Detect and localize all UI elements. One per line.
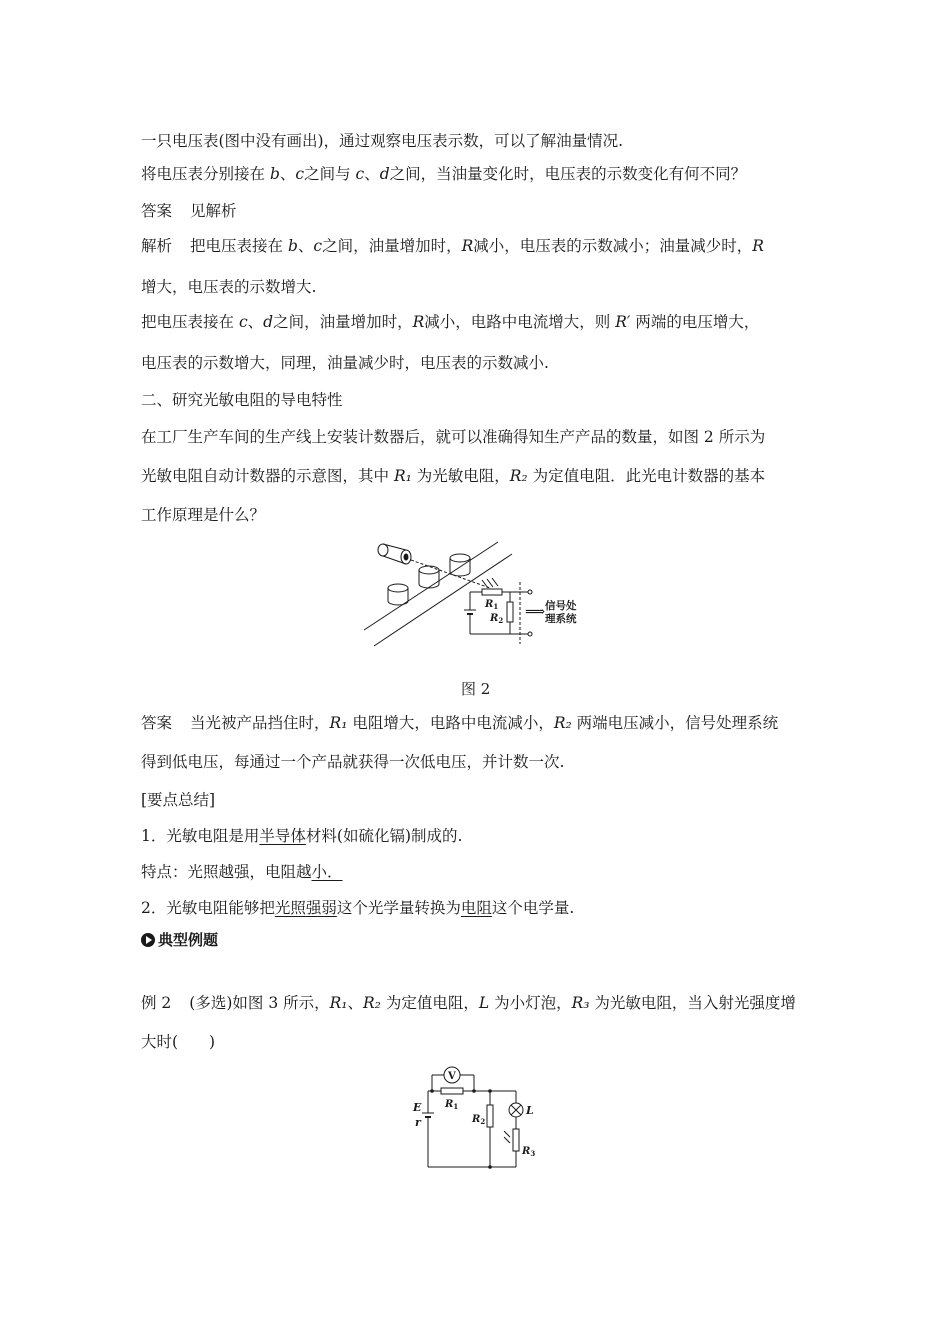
summary-item: 特点：光照越强，电阻越小．	[141, 863, 343, 881]
voltmeter-label: V	[448, 1071, 456, 1082]
r1-label: $R_1$	[485, 599, 499, 611]
emf-label: E	[413, 1101, 422, 1114]
r2-label: $R_2$	[472, 1114, 486, 1126]
text-line: 在工厂生产车间的生产线上安装计数器后，就可以准确得知生产产品的数量，如图 2 所示为	[141, 428, 766, 446]
figure-caption: 图 2	[461, 680, 491, 698]
r1-label: $R_1$	[445, 1099, 459, 1111]
summary-item: 2．光敏电阻能够把光照强弱这个光学量转换为电阻这个电学量.	[141, 899, 575, 917]
lamp-label: L	[526, 1104, 534, 1117]
summary-title: [要点总结]	[141, 791, 216, 809]
text-line: 得到低电压，每通过一个产品就获得一次低电压，并计数一次.	[141, 753, 565, 771]
counter-diagram	[362, 538, 592, 648]
r3-label: $R_3$	[522, 1146, 536, 1158]
text-line: 工作原理是什么？	[141, 506, 266, 524]
play-icon	[141, 933, 155, 947]
text-line: 一只电压表(图中没有画出)，通过观察电压表示数，可以了解油量情况.	[141, 132, 624, 150]
section-heading: 二、研究光敏电阻的导电特性	[141, 391, 343, 409]
question-line: 将电压表分别接在 b、c之间与 c、d之间，当油量变化时，电压表的示数变化有何不同？	[141, 165, 747, 183]
internal-resistance-label: r	[415, 1116, 421, 1129]
signal-label-1: 信号处	[545, 600, 577, 612]
answer-line: 答案 当光被产品挡住时，R₁ 电阻增大，电路中电流减小，R₂ 两端电压减小，信号处理系统	[141, 714, 779, 732]
example-line: 例 2 (多选)如图 3 所示，R₁、R₂ 为定值电阻，L 为小灯泡，R₃ 为光敏电阻，当入射光强度增	[141, 994, 796, 1012]
text-line: 把电压表接在 c、d之间，油量增加时，R减小，电路中电流增大，则 R′ 两端的电压增大，	[141, 313, 760, 331]
r2-label: $R_2$	[490, 613, 504, 625]
text-line: 电压表的示数增大，同理，油量减少时，电压表的示数减小.	[141, 354, 549, 372]
signal-label-2: 理系统	[545, 613, 577, 625]
summary-item: 1．光敏电阻是用半导体材料(如硫化镉)制成的.	[141, 827, 463, 845]
text-line: 大时( )	[141, 1033, 216, 1051]
analysis-line: 解析 把电压表接在 b、c之间，油量增加时，R减小，电压表的示数减小；油量减少时，R	[141, 237, 764, 255]
text-line: 光敏电阻自动计数器的示意图，其中 R₁ 为光敏电阻，R₂ 为定值电阻．此光电计数器的基本	[141, 467, 766, 485]
example-heading: 典型例题	[141, 930, 218, 950]
circuit-diagram	[408, 1063, 548, 1173]
text-line: 增大，电压表的示数增大.	[141, 278, 317, 296]
answer-line: 答案 见解析	[141, 202, 237, 220]
arrow-icon: ⟹	[525, 604, 546, 620]
